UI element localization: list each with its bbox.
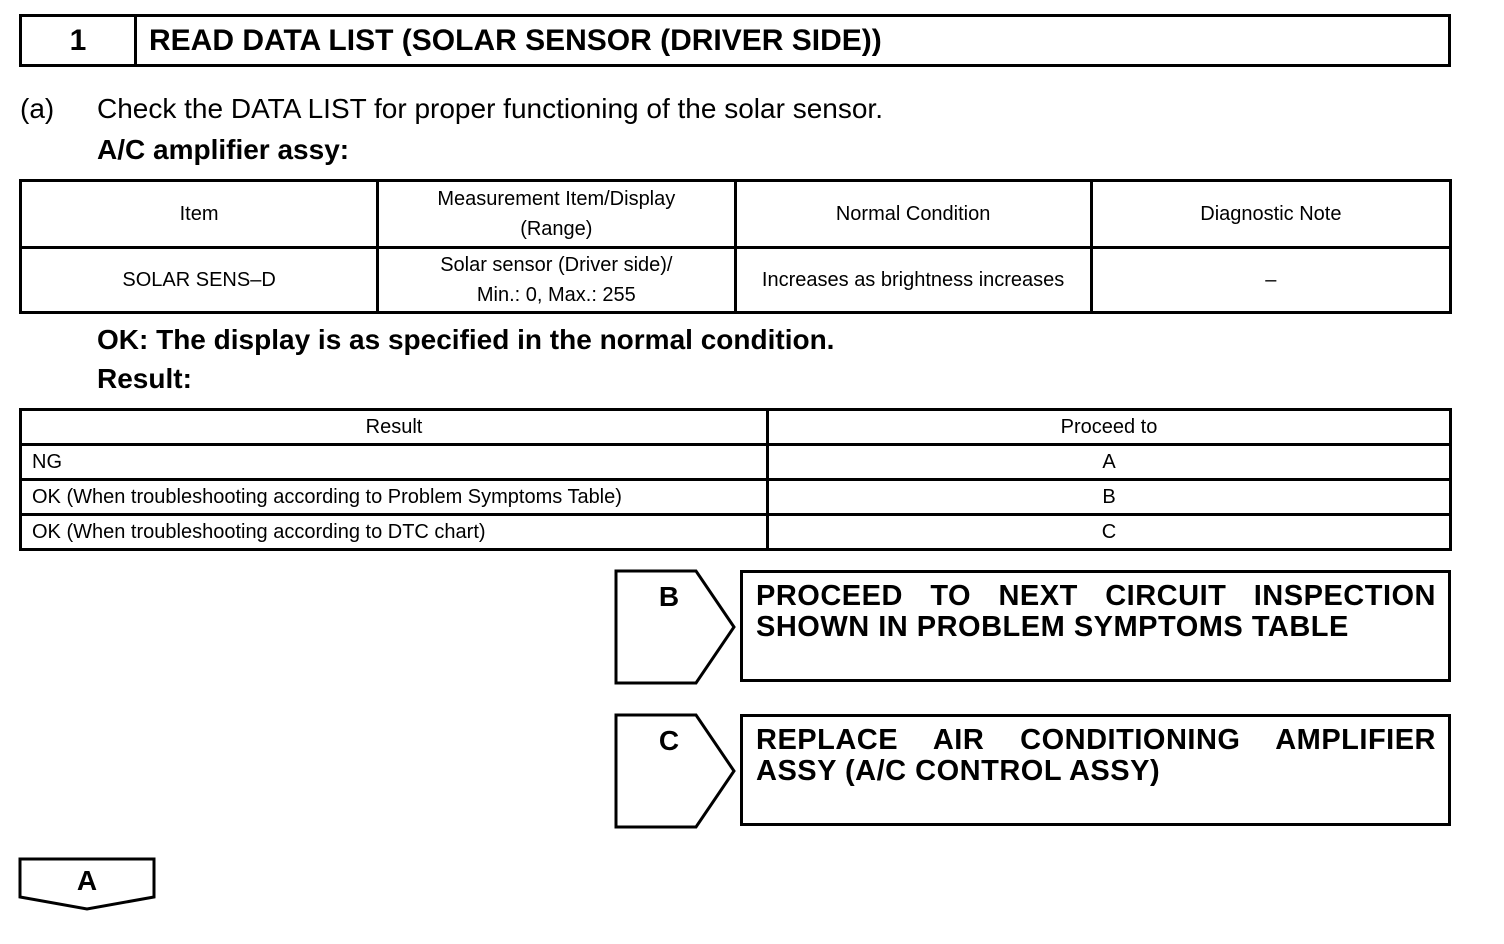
table-row bbox=[21, 515, 1451, 550]
cell-normal-condition: Increases as brightness increases bbox=[735, 248, 1091, 313]
action-c-line1: REPLACE AIR CONDITIONING AMPLIFIER bbox=[756, 724, 1436, 756]
tag-c-arrow bbox=[614, 713, 738, 829]
step-number: 1 bbox=[22, 17, 137, 64]
tag-b-letter: B bbox=[658, 581, 680, 612]
step-header bbox=[19, 14, 1451, 67]
header-measurement-line2: (Range) bbox=[520, 218, 593, 240]
cell-measurement-line1: Solar sensor (Driver side)/ bbox=[440, 254, 673, 276]
cell-diagnostic-note: – bbox=[1091, 248, 1450, 313]
tag-a-arrow bbox=[18, 857, 156, 911]
proceed-cell: B bbox=[768, 480, 1451, 515]
table-row bbox=[21, 248, 1451, 313]
proceed-cell: C bbox=[768, 515, 1451, 550]
header-normal-condition: Normal Condition bbox=[735, 181, 1091, 248]
table-row bbox=[21, 445, 1451, 480]
proceed-cell: A bbox=[768, 445, 1451, 480]
result-header-proceed: Proceed to bbox=[768, 410, 1451, 445]
result-header-result: Result bbox=[21, 410, 768, 445]
tag-c-letter: C bbox=[658, 725, 680, 756]
action-c-line2: ASSY (A/C CONTROL ASSY) bbox=[756, 755, 1161, 787]
cell-item: SOLAR SENS–D bbox=[21, 248, 378, 313]
action-box-c bbox=[740, 714, 1451, 826]
data-list-table bbox=[19, 179, 1452, 314]
header-diagnostic-note: Diagnostic Note bbox=[1091, 181, 1450, 248]
action-b-line2: SHOWN IN PROBLEM SYMPTOMS TABLE bbox=[756, 611, 1349, 643]
header-measurement-line1: Measurement Item/Display bbox=[437, 188, 676, 210]
table-row bbox=[21, 480, 1451, 515]
tag-a-letter: A bbox=[76, 865, 98, 896]
result-cell: NG bbox=[21, 445, 768, 480]
result-cell: OK (When troubleshooting according to DTC chart) bbox=[21, 515, 768, 550]
cell-measurement-line2: Min.: 0, Max.: 255 bbox=[476, 284, 636, 306]
result-header-row bbox=[21, 410, 1451, 445]
cell-measurement bbox=[378, 248, 735, 313]
instruction-subheading: A/C amplifier assy: bbox=[97, 134, 350, 165]
result-cell: OK (When troubleshooting according to Problem Symptoms Table) bbox=[21, 480, 768, 515]
ok-condition-text: OK: The display is as specified in the normal condition. bbox=[97, 324, 835, 355]
tag-b-arrow bbox=[614, 569, 738, 685]
header-measurement bbox=[378, 181, 735, 248]
result-table bbox=[19, 408, 1452, 551]
result-heading: Result: bbox=[97, 363, 192, 394]
action-box-b bbox=[740, 570, 1451, 682]
step-title: READ DATA LIST (SOLAR SENSOR (DRIVER SIDE)) bbox=[149, 23, 882, 57]
table-header-row bbox=[21, 181, 1451, 248]
instruction-label: (a) bbox=[20, 93, 55, 124]
instruction-text: Check the DATA LIST for proper functioning of the solar sensor. bbox=[97, 93, 883, 124]
header-item: Item bbox=[21, 181, 378, 248]
action-b-line1: PROCEED TO NEXT CIRCUIT INSPECTION bbox=[756, 580, 1436, 612]
